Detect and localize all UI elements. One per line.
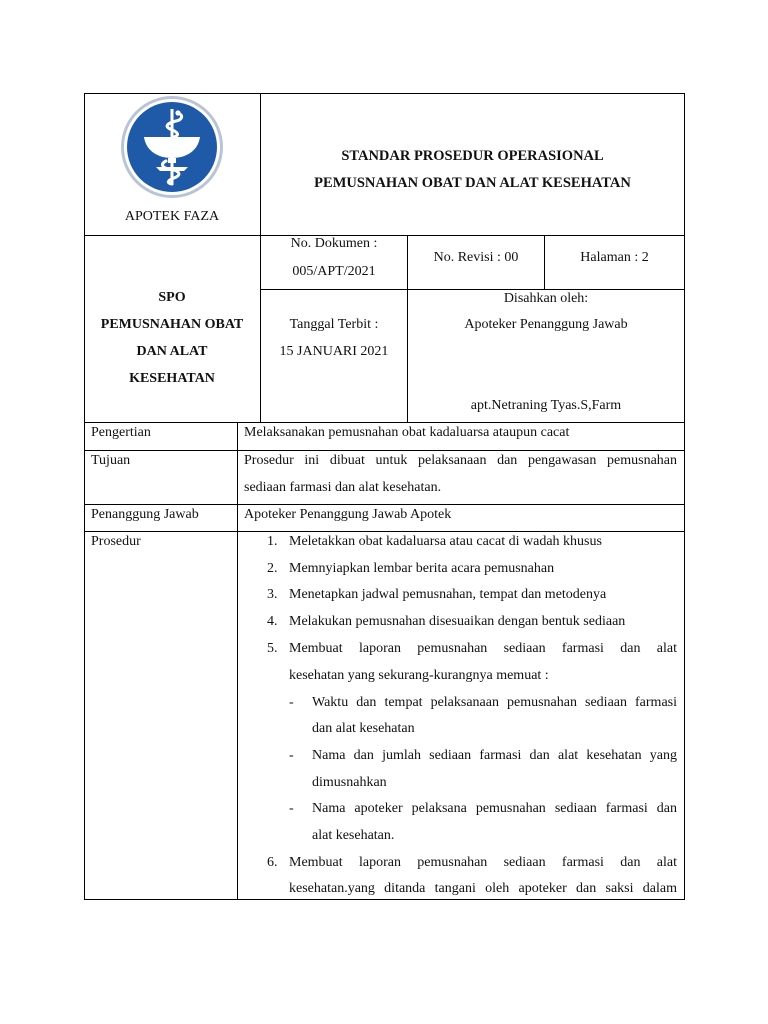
divider [407, 235, 408, 423]
sub-list-item: Nama apoteker pelaksana pemusnahan sediaan farmasi dan [312, 801, 677, 816]
divider [84, 450, 685, 451]
list-item-continuation: kesehatan yang sekurang-kurangnya memuat : [289, 668, 549, 683]
list-number: 5. [267, 641, 278, 656]
spo-title-line2: PEMUSNAHAN OBAT [100, 317, 244, 332]
list-number: 4. [267, 614, 278, 629]
list-item: Membuat laporan pemusnahan sediaan farmasi dan alat [289, 641, 677, 656]
disahkan-label: Disahkan oleh: [503, 291, 589, 306]
tanggal-terbit-value: 15 JANUARI 2021 [279, 344, 389, 359]
list-item: Melakukan pemusnahan disesuaikan dengan bentuk sediaan [289, 614, 626, 629]
list-number: 3. [267, 587, 278, 602]
list-number: 2. [267, 561, 278, 576]
sub-list-item-continuation: dimusnahkan [312, 775, 387, 790]
disahkan-role: Apoteker Penanggung Jawab [464, 317, 628, 332]
list-number: 6. [267, 855, 278, 870]
prosedur-label: Prosedur [91, 534, 141, 549]
penanggung-jawab-label: Penanggung Jawab [91, 507, 199, 522]
halaman: Halaman : 2 [580, 250, 649, 265]
disahkan-name: apt.Netraning Tyas.S,Farm [470, 398, 622, 413]
tujuan-text-line1: Prosedur ini dibuat untuk pelaksanaan dan pengawasan pemusnahan [244, 453, 677, 468]
spo-title-line3: DAN ALAT [136, 344, 208, 359]
table-border-top [84, 93, 685, 94]
logo-caption: APOTEK FAZA [124, 209, 220, 224]
divider [84, 531, 685, 532]
list-number: 1. [267, 534, 278, 549]
penanggung-jawab-text: Apoteker Penanggung Jawab Apotek [244, 507, 452, 522]
no-dokumen-value: 005/APT/2021 [292, 264, 376, 279]
divider [84, 504, 685, 505]
tujuan-label: Tujuan [91, 453, 131, 468]
tujuan-text-line2: sediaan farmasi dan alat kesehatan. [244, 480, 442, 495]
sub-list-item-continuation: alat kesehatan. [312, 828, 395, 843]
document-title-line2: PEMUSNAHAN OBAT DAN ALAT KESEHATAN [314, 175, 631, 191]
table-border-left [84, 93, 85, 900]
list-item-continuation: kesehatan.yang ditanda tangani oleh apoteker dan saksi dalam [289, 881, 677, 896]
table-border-bottom [84, 899, 685, 900]
divider [84, 422, 685, 423]
bullet-dash: - [289, 695, 294, 710]
divider [260, 93, 261, 423]
sub-list-item: Waktu dan tempat pelaksanaan pemusnahan sediaan farmasi [312, 695, 677, 710]
list-item: Memnyiapkan lembar berita acara pemusnahan [289, 561, 555, 576]
no-revisi: No. Revisi : 00 [433, 250, 519, 265]
spo-title-line1: SPO [158, 290, 186, 305]
pengertian-text: Melaksanakan pemusnahan obat kadaluarsa ataupun cacat [244, 425, 570, 440]
list-item: Membuat laporan pemusnahan sediaan farmasi dan alat [289, 855, 677, 870]
bullet-dash: - [289, 801, 294, 816]
pengertian-label: Pengertian [91, 425, 151, 440]
tanggal-terbit-label: Tanggal Terbit : [289, 317, 379, 332]
divider [260, 289, 685, 290]
sub-list-item-continuation: dan alat kesehatan [312, 721, 415, 736]
spo-title-line4: KESEHATAN [129, 371, 215, 386]
table-border-right [684, 93, 685, 900]
list-item: Meletakkan obat kadaluarsa atau cacat di wadah khusus [289, 534, 602, 549]
document-title-line1: STANDAR PROSEDUR OPERASIONAL [341, 148, 604, 164]
pharmacy-logo-icon [120, 95, 224, 199]
list-item: Menetapkan jadwal pemusnahan, tempat dan metodenya [289, 587, 607, 602]
bullet-dash: - [289, 748, 294, 763]
divider [237, 422, 238, 900]
sub-list-item: Nama dan jumlah sediaan farmasi dan alat kesehatan yang [312, 748, 677, 763]
divider [544, 235, 545, 290]
no-dokumen-label: No. Dokumen : [290, 236, 378, 251]
